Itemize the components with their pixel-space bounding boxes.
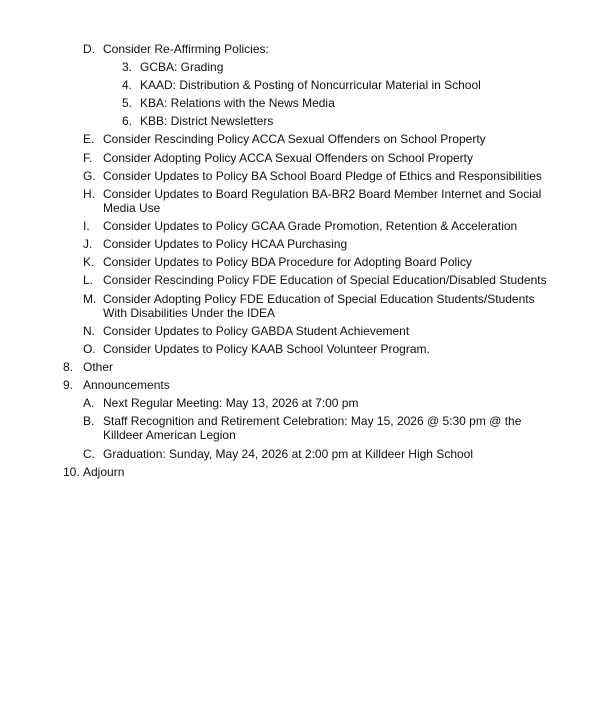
item-marker: H. — [83, 187, 95, 201]
item-text: Consider Rescinding Policy ACCA Sexual Offenders on School Property — [103, 132, 486, 146]
item-text: Consider Updates to Policy BDA Procedure for Adopting Board Policy — [103, 255, 472, 269]
item-marker: O. — [83, 342, 96, 356]
subitem-marker: B. — [83, 414, 95, 428]
item-marker: K. — [83, 255, 95, 269]
item-text: Consider Updates to Policy KAAB School Volunteer Program. — [103, 342, 430, 356]
item-text: Consider Updates to Policy GABDA Student Achievement — [103, 324, 410, 338]
subitem-text: KBB: District Newsletters — [140, 114, 274, 128]
item-marker: N. — [83, 324, 95, 338]
item-text-continued: Media Use — [103, 201, 161, 215]
item-marker: J. — [83, 237, 93, 251]
subitem-text-continued: Killdeer American Legion — [103, 428, 236, 442]
subitem-text: Staff Recognition and Retirement Celebration: May 15, 2026 @ 5:30 pm @ the — [103, 414, 522, 428]
item-marker: L. — [83, 273, 94, 287]
item-marker: D. — [83, 42, 95, 56]
item-marker: 10. — [63, 465, 80, 479]
item-marker: M. — [83, 292, 97, 306]
item-text: Consider Adopting Policy ACCA Sexual Offenders on School Property — [103, 151, 473, 165]
subitem-marker: 3. — [122, 60, 133, 74]
item-marker: 8. — [63, 360, 74, 374]
subitem-marker: 5. — [122, 96, 133, 110]
item-text: Announcements — [83, 378, 170, 392]
subitem-marker: A. — [83, 396, 95, 410]
item-marker: E. — [83, 132, 95, 146]
item-text: Consider Re-Affirming Policies: — [103, 42, 269, 56]
subitem-text: GCBA: Grading — [140, 60, 224, 74]
item-text: Consider Updates to Policy GCAA Grade Promotion, Retention & Acceleration — [103, 219, 518, 233]
subitem-text: Next Regular Meeting: May 13, 2026 at 7:00 pm — [103, 396, 359, 410]
subitem-text: KAAD: Distribution & Posting of Noncurricular Material in School — [140, 78, 481, 92]
item-text: Other — [83, 360, 114, 374]
subitem-marker: C. — [83, 447, 95, 461]
item-marker: G. — [83, 169, 96, 183]
item-text: Consider Rescinding Policy FDE Education of Special Education/Disabled Students — [103, 273, 547, 287]
subitem-text: Graduation: Sunday, May 24, 2026 at 2:00 pm at Killdeer High School — [103, 447, 474, 461]
subitem-marker: 6. — [122, 114, 133, 128]
item-text-continued: With Disabilities Under the IDEA — [103, 306, 276, 320]
subitem-text: KBA: Relations with the News Media — [140, 96, 335, 110]
item-text: Consider Adopting Policy FDE Education of Special Education Students/Students — [103, 292, 535, 306]
item-text: Consider Updates to Policy HCAA Purchasing — [103, 237, 348, 251]
subitem-marker: 4. — [122, 78, 133, 92]
item-text: Consider Updates to Policy BA School Board Pledge of Ethics and Responsibilities — [103, 169, 542, 183]
item-text: Adjourn — [83, 465, 125, 479]
item-marker: I. — [83, 219, 90, 233]
item-marker: 9. — [63, 378, 74, 392]
item-marker: F. — [83, 151, 93, 165]
item-text: Consider Updates to Board Regulation BA-BR2 Board Member Internet and Social — [103, 187, 542, 201]
